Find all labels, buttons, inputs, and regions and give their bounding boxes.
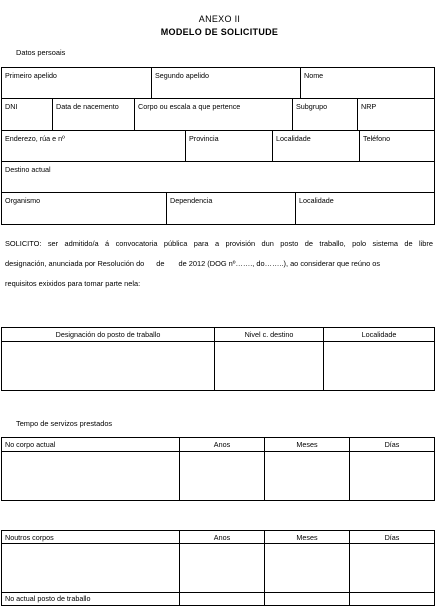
current-post-row-label[interactable]: No actual posto de traballo [2, 593, 180, 606]
personal-data-section-label: Datos persoais [16, 48, 66, 57]
post-locality-header: Localidade [324, 328, 435, 342]
other-corps-cell[interactable] [2, 544, 180, 593]
post-level-header: Nivel c. destino [215, 328, 324, 342]
request-line-1: SOLICITO: ser admitido/a á convocatoria pública para a provisión dun posto de traballo, polo sistema de libre [5, 239, 433, 248]
other-corps-header: Noutros corpos [2, 531, 180, 544]
dependency-field[interactable]: Dependencia [167, 193, 296, 225]
current-corps-months-cell[interactable] [265, 452, 350, 501]
nrp-field[interactable]: NRP [358, 99, 435, 131]
post-designation-header: Designación do posto de traballo [2, 328, 215, 342]
request-paragraph [5, 234, 433, 294]
days-header: Días [350, 438, 435, 452]
post-level-cell[interactable] [215, 342, 324, 391]
other-years-header: Anos [180, 531, 265, 544]
personal-data-row-4 [1, 161, 435, 193]
request-line-2c: de 2012 (DOG nº……., do……..), ao considerar que reúno os [178, 259, 381, 268]
corps-scale-field[interactable]: Corpo ou escala a que pertence [135, 99, 293, 131]
current-corps-header: No corpo actual [2, 438, 180, 452]
current-post-years-cell[interactable] [180, 593, 265, 606]
current-post-months-cell[interactable] [265, 593, 350, 606]
service-current-corps-table [1, 437, 435, 501]
other-corps-months-cell[interactable] [265, 544, 350, 593]
current-post-days-cell[interactable] [350, 593, 435, 606]
post-locality-cell[interactable] [324, 342, 435, 391]
personal-data-row-2 [1, 98, 435, 131]
destination-locality-field[interactable]: Localidade [296, 193, 435, 225]
address-field[interactable]: Enderezo, rúa e nº [2, 131, 186, 162]
post-designation-cell[interactable] [2, 342, 215, 391]
current-corps-days-cell[interactable] [350, 452, 435, 501]
other-days-header: Días [350, 531, 435, 544]
locality-field[interactable]: Localidade [273, 131, 360, 162]
service-other-corps-table [1, 530, 435, 606]
personal-data-row-3 [1, 130, 435, 162]
request-line-2a: designación, anunciada por Resolución do [5, 259, 145, 268]
current-destination-field[interactable]: Destino actual [2, 162, 435, 193]
second-surname-field[interactable]: Segundo apelido [152, 68, 301, 99]
other-corps-days-cell[interactable] [350, 544, 435, 593]
other-corps-years-cell[interactable] [180, 544, 265, 593]
first-surname-field[interactable]: Primeiro apelido [2, 68, 152, 99]
request-line-2 [5, 254, 433, 274]
months-header: Meses [265, 438, 350, 452]
birth-date-field[interactable]: Data de nacemento [53, 99, 135, 131]
current-corps-years-cell[interactable] [180, 452, 265, 501]
name-field[interactable]: Nome [301, 68, 435, 99]
subgroup-field[interactable]: Subgrupo [293, 99, 358, 131]
current-corps-cell[interactable] [2, 452, 180, 501]
years-header: Anos [180, 438, 265, 452]
form-title: MODELO DE SOLICITUDE [160, 27, 279, 37]
post-table [1, 327, 435, 391]
dni-field[interactable]: DNI [2, 99, 53, 131]
request-line-2b: de [156, 259, 165, 268]
province-field[interactable]: Provincia [186, 131, 273, 162]
annex-label: ANEXO II [198, 14, 241, 24]
phone-field[interactable]: Teléfono [360, 131, 435, 162]
other-months-header: Meses [265, 531, 350, 544]
service-time-section-label: Tempo de servizos prestados [16, 419, 113, 428]
personal-data-row-5 [1, 192, 435, 225]
request-line-3: requisitos exixidos para tomar parte nela: [5, 279, 141, 288]
organism-field[interactable]: Organismo [2, 193, 167, 225]
personal-data-row-1 [1, 67, 435, 99]
